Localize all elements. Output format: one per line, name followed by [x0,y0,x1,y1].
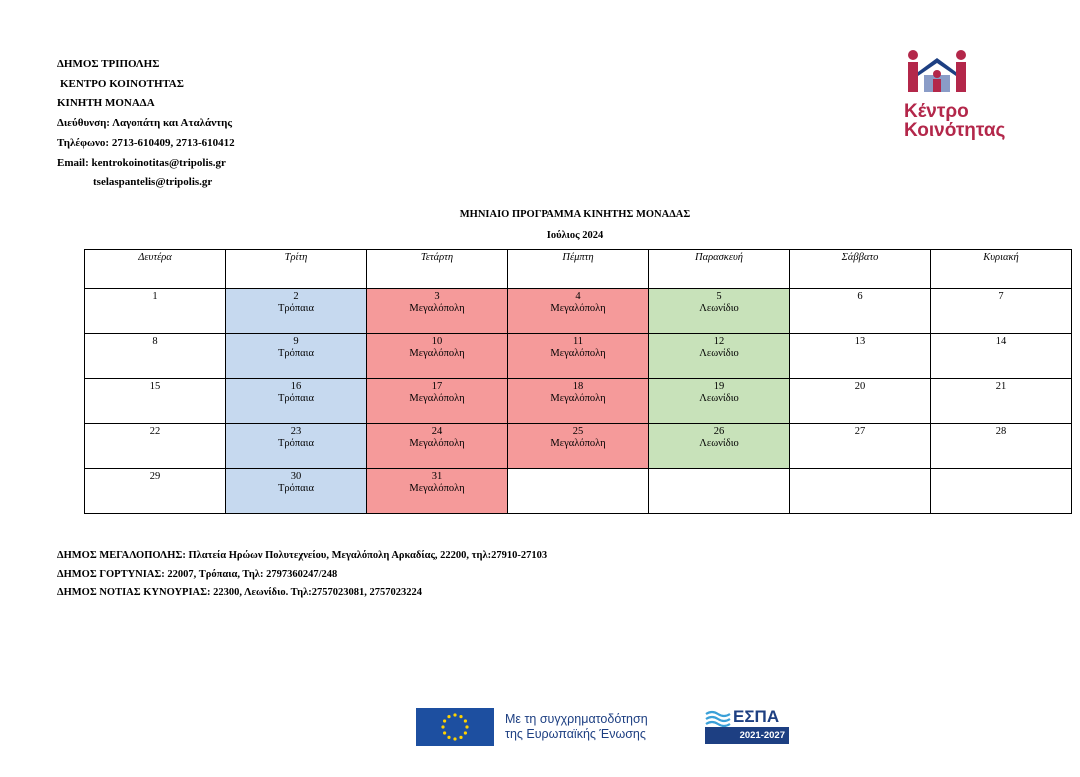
week-row [85,379,1072,424]
day-location: Τρόπαια [277,348,315,359]
day-number: 8 [152,336,158,347]
calendar-day [508,289,649,334]
calendar-day [508,379,649,424]
day-number: 16 [290,381,302,392]
day-number: 12 [713,336,725,347]
day-number: 31 [431,471,443,482]
weekday-header: Σάββατο [790,250,931,289]
calendar-day [649,424,790,469]
weekday-header: Κυριακή [931,250,1072,289]
day-number: 27 [854,426,866,437]
calendar-day [226,469,367,514]
calendar-day [85,469,226,514]
people-house-icon [904,48,974,100]
calendar-day [226,289,367,334]
calendar-day [85,424,226,469]
calendar-day [649,469,790,514]
day-number: 30 [290,471,302,482]
eu-line1: Με τη συγχρηματοδότηση [505,712,648,726]
day-location: Τρόπαια [277,393,315,404]
day-location: Μεγαλόπολη [550,438,606,449]
day-number: 3 [434,291,440,302]
phone: Τηλέφωνο: 2713-610409, 2713-610412 [57,136,235,149]
day-location: Μεγαλόπολη [409,483,465,494]
calendar-day [649,379,790,424]
day-number: 10 [431,336,443,347]
day-location: Λεωνίδιο [699,393,739,404]
day-location: Μεγαλόπολη [550,348,606,359]
weekday-header: Τετάρτη [367,250,508,289]
day-location: Μεγαλόπολη [550,303,606,314]
day-location: Μεγαλόπολη [550,393,606,404]
day-number: 22 [149,426,161,437]
calendar-day [85,289,226,334]
day-number: 26 [713,426,725,437]
day-location: Μεγαλόπολη [409,438,465,449]
calendar-day [226,424,367,469]
day-number: 14 [995,336,1007,347]
day-number: 15 [149,381,161,392]
day-location: Μεγαλόπολη [409,303,465,314]
contact-megalopoli: ΔΗΜΟΣ ΜΕΓΑΛΟΠΟΛΗΣ: Πλατεία Ηρώων Πολυτεχνείου, Μεγαλόπολη Αρκαδίας, 22200, τηλ:27910-27103 [57,550,548,561]
day-number: 25 [572,426,584,437]
calendar-day [649,289,790,334]
day-number: 4 [575,291,581,302]
weekday-header: Πέμπτη [508,250,649,289]
calendar-day [931,469,1072,514]
week-row [85,289,1072,334]
day-number: 6 [857,291,863,302]
calendar-day [931,334,1072,379]
calendar-day [367,469,508,514]
day-location: Τρόπαια [277,483,315,494]
eu-stars-icon [416,708,494,746]
calendar-day [931,424,1072,469]
day-number: 23 [290,426,302,437]
contact-gortynia: ΔΗΜΟΣ ΓΟΡΤΥΝΙΑΣ: 22007, Τρόπαια, Τηλ: 2797360247/248 [57,568,338,580]
center-name: ΚΕΝΤΡΟ ΚΟΙΝΟΤΗΤΑΣ [60,77,184,90]
calendar-day [931,379,1072,424]
calendar-day [790,469,931,514]
calendar-day [790,424,931,469]
eu-cofunding-text [505,712,648,742]
letterhead [57,55,235,193]
schedule-month: Ιούλιος 2024 [546,230,604,241]
day-location: Λεωνίδιο [699,438,739,449]
email-secondary: tselaspantelis@tripolis.gr [93,176,213,189]
logo-line1: Κέντρο [904,101,969,122]
espa-waves-icon [705,709,731,727]
calendar-day [790,379,931,424]
day-location: Λεωνίδιο [699,348,739,359]
logo-text [904,102,1005,140]
eu-line2: της Ευρωπαϊκής Ένωσης [505,727,646,741]
day-number: 21 [995,381,1007,392]
day-number: 18 [572,381,584,392]
day-number: 1 [152,291,158,302]
day-number: 9 [293,336,299,347]
contact-notia-kynouria: ΔΗΜΟΣ ΝΟΤΙΑΣ ΚΥΝΟΥΡΙΑΣ: 22300, Λεωνίδιο. Τηλ:2757023081, 2757023224 [57,587,423,598]
espa-years: 2021-2027 [705,727,789,744]
unit-name: ΚΙΝΗΤΗ ΜΟΝΑΔΑ [57,97,155,110]
week-row [85,469,1072,514]
monthly-calendar [84,249,1072,514]
email: Email: kentrokoinotitas@tripolis.gr [57,156,226,169]
day-number: 11 [572,336,584,347]
day-number: 20 [854,381,866,392]
calendar-day [931,289,1072,334]
municipality-name: ΔΗΜΟΣ ΤΡΙΠΟΛΗΣ [57,58,160,70]
weekday-header-row [85,250,1072,289]
calendar-day [790,334,931,379]
day-number: 17 [431,381,443,392]
calendar-day [508,469,649,514]
espa-logo [705,708,789,746]
day-number: 29 [149,471,161,482]
calendar-day [85,334,226,379]
calendar-day [85,379,226,424]
day-number: 7 [998,291,1004,302]
day-number: 2 [293,291,299,302]
calendar-day [367,334,508,379]
calendar-day [226,379,367,424]
municipality-contacts [57,547,547,603]
kentro-koinotitas-logo [904,48,1034,148]
weekday-header: Παρασκευή [649,250,790,289]
calendar-day [226,334,367,379]
day-number: 13 [854,336,866,347]
day-location: Λεωνίδιο [699,303,739,314]
logo-line2: Κοινότητας [904,120,1006,141]
day-location: Μεγαλόπολη [409,348,465,359]
weekday-header: Δευτέρα [85,250,226,289]
espa-title: ΕΣΠΑ [733,707,780,726]
calendar-day [790,289,931,334]
calendar-day [508,424,649,469]
calendar-day [649,334,790,379]
calendar-day [367,379,508,424]
weekday-header: Τρίτη [226,250,367,289]
week-row [85,424,1072,469]
calendar-day [508,334,649,379]
schedule-title: ΜΗΝΙΑΙΟ ΠΡΟΓΡΑΜΜΑ ΚΙΝΗΤΗΣ ΜΟΝΑΔΑΣ [459,209,691,220]
address: Διεύθυνση: Λαγοπάτη και Αταλάντης [57,117,233,130]
day-location: Μεγαλόπολη [409,393,465,404]
calendar-day [367,289,508,334]
day-number: 5 [716,291,722,302]
week-row [85,334,1072,379]
eu-flag-icon [416,708,494,746]
day-location: Τρόπαια [277,303,315,314]
day-number: 28 [995,426,1007,437]
calendar-day [367,424,508,469]
day-number: 24 [431,426,443,437]
day-location: Τρόπαια [277,438,315,449]
day-number: 19 [713,381,725,392]
